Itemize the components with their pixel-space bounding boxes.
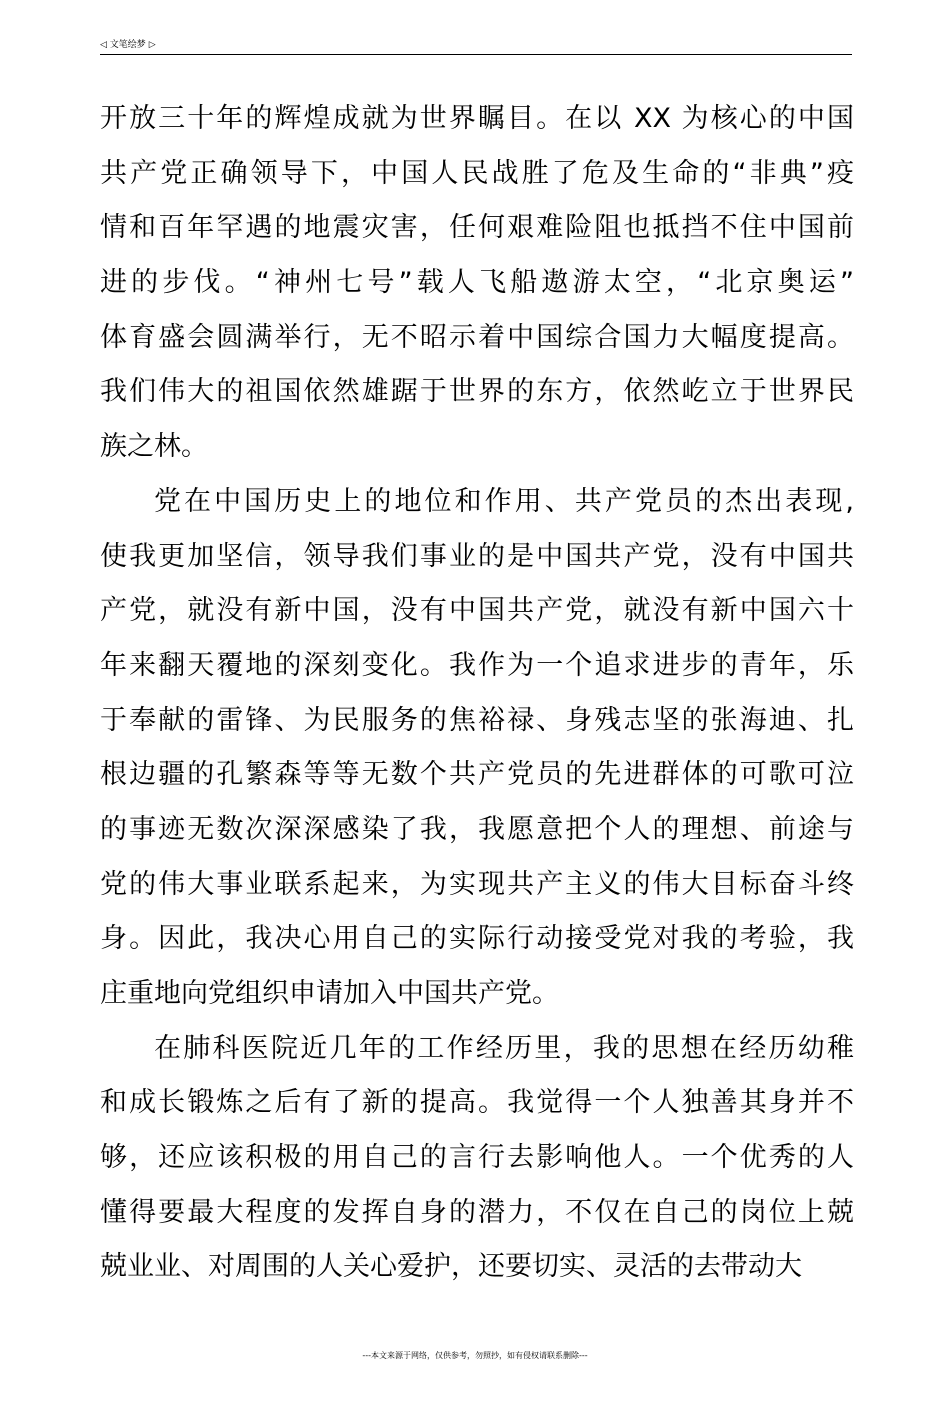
text-line: 我们伟大的祖国依然雄踞于世界的东方，依然屹立于世界民 <box>100 376 854 408</box>
text-line: 产党，就没有新中国，没有中国共产党，就没有新中国六十 <box>100 595 854 627</box>
text-line: 身。因此，我决心用自己的实际行动接受党对我的考验，我 <box>100 923 854 955</box>
text-line: 进的步伐。“神州七号”载人飞船遨游太空，“北京奥运” <box>100 267 854 299</box>
paragraph <box>100 475 854 1022</box>
header-title-group <box>100 38 156 52</box>
text-line: 情和百年罕遇的地震灾害，任何艰难险阻也抵挡不住中国前 <box>100 212 854 244</box>
page-footer: ---本文来源于网络，仅供参考，勿照抄，如有侵权请联系删除--- <box>362 1351 588 1360</box>
text-line: 党的伟大事业联系起来，为实现共产主义的伟大目标奋斗终 <box>100 868 854 900</box>
text-line: 的事迹无数次深深感染了我，我愿意把个人的理想、前途与 <box>100 813 854 845</box>
text-line: 于奉献的雷锋、为民服务的焦裕禄、身残志坚的张海迪、扎 <box>100 704 854 736</box>
header-title: 文笔绘梦 <box>109 40 146 50</box>
text-line: 庄重地向党组织申请加入中国共产党。 <box>100 978 559 1009</box>
text-line: 族之林。 <box>100 431 208 463</box>
page-header <box>100 38 852 55</box>
text-line: 使我更加坚信，领导我们事业的是中国共产党，没有中国共 <box>100 540 854 572</box>
text-line: 和成长锻炼之后有了新的提高。我觉得一个人独善其身并不 <box>100 1087 854 1119</box>
text-line: 懂得要最大程度的发挥自身的潜力，不仅在自己的岗位上兢 <box>100 1196 854 1228</box>
text-line: 体育盛会圆满举行，无不昭示着中国综合国力大幅度提高。 <box>100 321 854 353</box>
text-line: 够，还应该积极的用自己的言行去影响他人。一个优秀的人 <box>100 1142 854 1174</box>
document-body <box>100 92 854 1295</box>
text-line: 党在中国历史上的地位和作用、共产党员的杰出表现, <box>154 485 854 517</box>
paragraph <box>100 92 854 475</box>
text-line: 共产党正确领导下，中国人民战胜了危及生命的“非典”疫 <box>100 157 854 189</box>
text-line: 兢业业、对周围的人关心爱护，还要切实、灵活的去带动大 <box>100 1251 802 1283</box>
text-line: 根边疆的孔繁森等等无数个共产党员的先进群体的可歌可泣 <box>100 759 854 791</box>
left-triangle-icon: ◁ <box>100 40 107 50</box>
text-line: 年来翻天覆地的深刻变化。我作为一个追求进步的青年，乐 <box>100 649 854 681</box>
right-triangle-icon: ▷ <box>148 40 156 50</box>
text-line: 开放三十年的辉煌成就为世界瞩目。在以 XX 为核心的中国 <box>100 103 854 134</box>
paragraph <box>100 1022 854 1295</box>
text-line: 在肺科医院近几年的工作经历里，我的思想在经历幼稚 <box>154 1032 854 1064</box>
